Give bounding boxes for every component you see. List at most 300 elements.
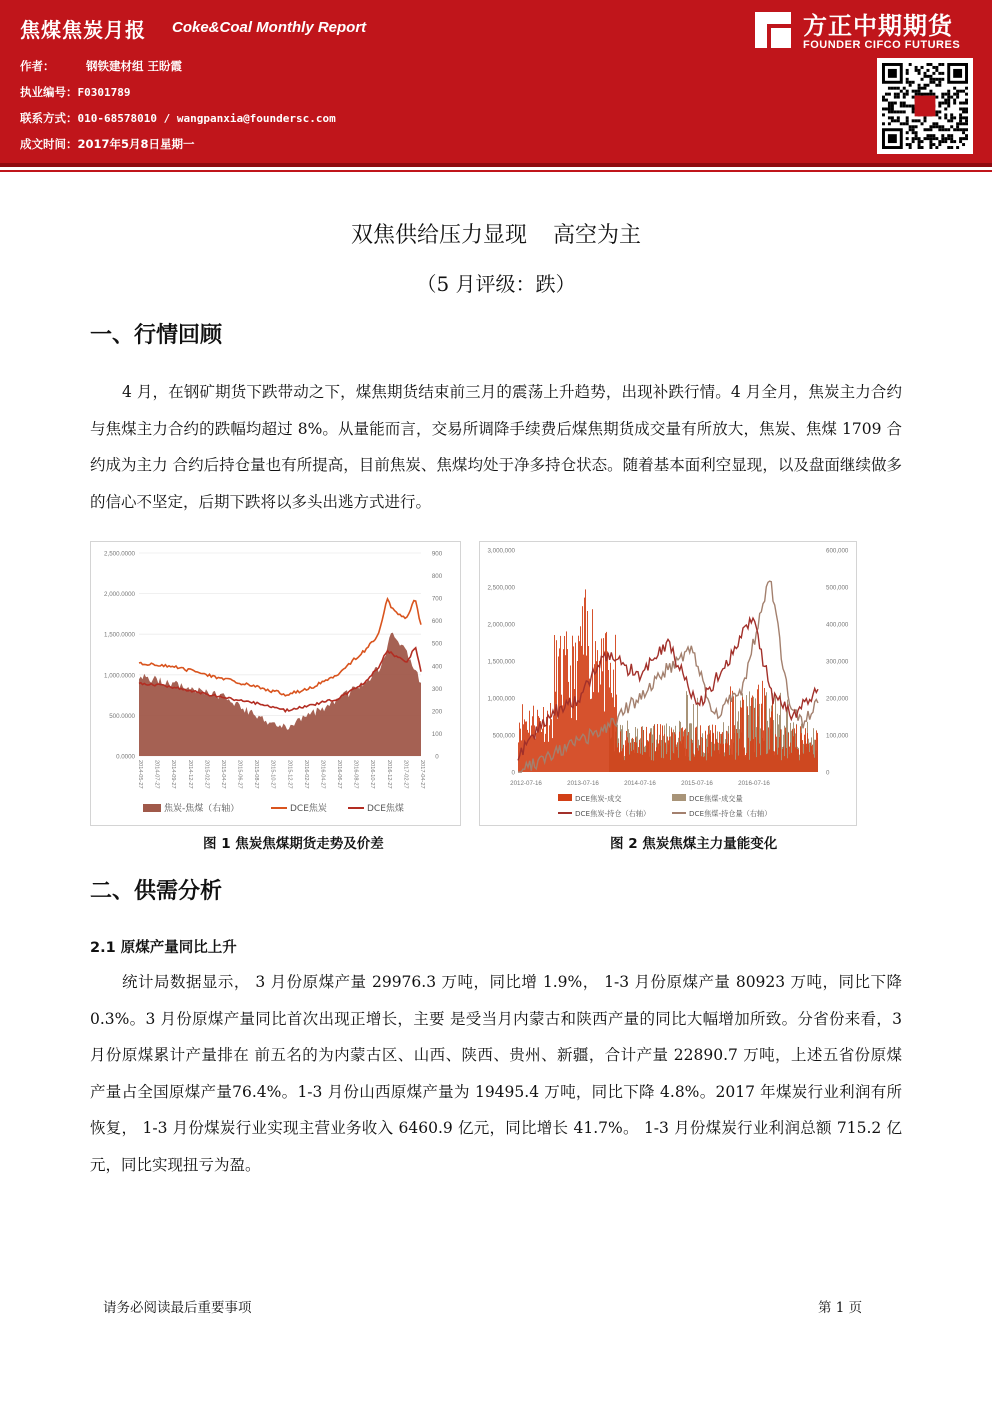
coke-volume-bar [673, 753, 674, 772]
coke-volume-bar [598, 692, 599, 772]
qr-module [953, 99, 956, 102]
x-tick-label: 2014-09-27 [170, 760, 177, 789]
y2-tick-label: 200 [431, 708, 443, 716]
y-tick-label: 0 [511, 769, 515, 777]
coke-volume-bar [521, 740, 522, 772]
coke-volume-bar [690, 761, 691, 772]
coke-volume-bar [616, 695, 617, 772]
coke-volume-bar [555, 692, 556, 772]
coke-volume-bar [640, 754, 641, 772]
contact-label: 联系方式： [20, 111, 78, 125]
legend-label: DCE焦炭-成交 [575, 794, 622, 803]
qr-module [965, 87, 968, 90]
qr-module [924, 72, 927, 75]
x-tick-label: 2016-08-27 [352, 760, 359, 789]
coke-volume-bar [627, 737, 628, 772]
qr-module [938, 125, 941, 128]
qr-module [929, 125, 932, 128]
coke-volume-bar [741, 708, 742, 772]
coke-volume-bar [545, 734, 546, 772]
qr-module [932, 81, 935, 84]
qr-module [965, 99, 968, 102]
coke-volume-bar [650, 732, 651, 772]
qr-module [915, 93, 918, 96]
qr-module [932, 143, 935, 146]
coke-volume-bar [586, 656, 587, 772]
qr-module [956, 128, 959, 131]
qr-module [941, 63, 944, 66]
coke-volume-bar [794, 728, 795, 772]
qr-module [944, 137, 947, 140]
qr-module [929, 63, 932, 66]
qr-module [903, 102, 906, 105]
coke-volume-bar [651, 760, 652, 772]
header-divider [0, 163, 992, 167]
coke-volume-bar [788, 733, 789, 772]
coke-volume-bar [624, 760, 625, 772]
qr-module [962, 143, 965, 146]
coke-volume-bar [748, 738, 749, 772]
qr-module [944, 99, 947, 102]
qr-module [915, 119, 918, 122]
coke-volume-bar [684, 730, 685, 772]
footer-notice: 请务必阅读最后重要事项 [103, 1300, 252, 1316]
license-value: F0301789 [77, 86, 131, 99]
coke-volume-bar [663, 758, 664, 772]
coke-volume-bar [737, 733, 738, 772]
qr-module [935, 122, 938, 125]
coke-volume-bar [800, 726, 801, 772]
report-title-cn: 焦煤焦炭月报 [20, 18, 146, 42]
qr-module [924, 93, 927, 96]
coke-volume-bar [677, 742, 678, 772]
coke-volume-bar [582, 606, 583, 772]
page-number: 第 1 页 [818, 1300, 863, 1316]
report-title-en: Coke&Coal Monthly Report [172, 19, 367, 36]
coke-volume-bar [686, 749, 687, 772]
qr-module [882, 99, 885, 102]
qr-module [938, 72, 941, 75]
coke-volume-bar [776, 737, 777, 772]
qr-finder [888, 134, 897, 143]
qr-module [935, 84, 938, 87]
qr-module [921, 93, 924, 96]
qr-module [918, 119, 921, 122]
coke-volume-bar [596, 661, 597, 772]
qr-module [912, 105, 915, 108]
qr-module [912, 90, 915, 93]
qr-module [906, 69, 909, 72]
coke-volume-bar [736, 729, 737, 772]
qr-module [894, 93, 897, 96]
y-tick-label: 1,500.0000 [104, 631, 135, 639]
qr-module [941, 140, 944, 143]
coke-volume-bar [729, 755, 730, 772]
x-tick-label: 2016-02-27 [302, 760, 309, 789]
qr-module [900, 110, 903, 113]
coke-volume-bar [720, 744, 721, 772]
qr-module [924, 128, 927, 131]
coke-volume-bar [609, 687, 610, 772]
qr-module [929, 128, 932, 131]
coke-volume-bar [637, 753, 638, 772]
coke-volume-bar [639, 740, 640, 772]
coke-volume-bar [657, 724, 658, 772]
author-value: 钢铁建材组 王盼霞 [86, 59, 183, 73]
qr-module [929, 93, 932, 96]
y2-tick-label: 800 [431, 573, 443, 581]
coke-volume-bar [742, 697, 743, 772]
qr-module [909, 125, 912, 128]
coke-volume-bar [659, 740, 660, 772]
coke-volume-bar [718, 750, 719, 772]
qr-module [921, 146, 924, 149]
coke-volume-bar [589, 679, 590, 772]
qr-module [938, 116, 941, 119]
coke-volume-bar [612, 697, 613, 772]
coke-volume-bar [700, 725, 701, 772]
qr-module [897, 96, 900, 99]
qr-module [950, 140, 953, 143]
qr-module [894, 102, 897, 105]
qr-module [897, 87, 900, 90]
qr-module [918, 69, 921, 72]
coke-volume-bar [571, 718, 572, 772]
qr-module [932, 134, 935, 137]
qr-module [915, 125, 918, 128]
qr-module [891, 110, 894, 113]
y-tick-label: 500.0000 [109, 712, 135, 720]
y2-tick-label: 500,000 [826, 584, 849, 592]
coke-volume-bar [628, 743, 629, 772]
qr-module [924, 116, 927, 119]
x-tick-label: 2014-05-27 [137, 760, 143, 789]
coke-volume-bar [738, 756, 739, 772]
qr-module [947, 119, 950, 122]
qr-module [888, 110, 891, 113]
coke-volume-bar [770, 717, 771, 772]
coke-volume-bar [735, 760, 736, 772]
coke-volume-bar [557, 719, 558, 773]
coke-volume-bar [766, 754, 767, 772]
coke-volume-bar [803, 754, 804, 772]
qr-module [941, 102, 944, 105]
coke-volume-bar [695, 728, 696, 772]
qr-module [915, 69, 918, 72]
y-tick-label: 2,000.0000 [104, 591, 135, 599]
qr-module [929, 81, 932, 84]
license-label: 执业编号： [20, 85, 78, 99]
report-header [0, 0, 992, 163]
coke-volume-bar [777, 755, 778, 772]
qr-module [897, 116, 900, 119]
qr-module [909, 63, 912, 66]
legend-swatch [672, 794, 686, 801]
qr-module [918, 90, 921, 93]
coke-volume-bar [796, 725, 797, 772]
coke-volume-bar [669, 737, 670, 772]
qr-module [921, 122, 924, 125]
qr-module [959, 122, 962, 125]
coke-volume-bar [622, 748, 623, 772]
qr-finder [888, 69, 897, 78]
qr-module [918, 137, 921, 140]
qr-module [906, 119, 909, 122]
x-tick-label: 2015-08-27 [253, 760, 260, 789]
coke-volume-bar [675, 734, 676, 772]
qr-module [924, 119, 927, 122]
coke-volume-bar [761, 704, 762, 772]
coke-volume-bar [719, 732, 720, 772]
coke-volume-bar [801, 733, 802, 772]
qr-module [921, 78, 924, 81]
qr-module [891, 119, 894, 122]
coke-volume-bar [789, 747, 790, 772]
coke-volume-bar [745, 755, 746, 772]
qr-module [894, 87, 897, 90]
y2-tick-label: 0 [435, 753, 439, 761]
coke-volume-bar [654, 725, 655, 772]
qr-module [918, 93, 921, 96]
coke-volume-bar [649, 733, 650, 772]
coke-volume-bar [797, 749, 798, 772]
qr-module [926, 128, 929, 131]
qr-module [918, 87, 921, 90]
coke-volume-bar [562, 705, 563, 772]
qr-module [903, 93, 906, 96]
coke-volume-bar [774, 751, 775, 772]
qr-module [947, 102, 950, 105]
qr-module [912, 131, 915, 134]
coke-volume-bar [603, 638, 604, 772]
qr-module [885, 93, 888, 96]
section-heading-review: 一、行情回顾 [90, 323, 223, 348]
coke-volume-bar [594, 664, 595, 772]
coke-volume-bar [714, 751, 715, 773]
coke-volume-bar [815, 740, 816, 772]
coke-volume-bar [806, 744, 807, 772]
coke-volume-bar [643, 730, 644, 772]
y2-tick-label: 300,000 [826, 658, 849, 666]
qr-module [956, 93, 959, 96]
coke-volume-bar [636, 743, 637, 773]
qr-module [965, 119, 968, 122]
coke-volume-bar [614, 707, 615, 772]
coke-volume-bar [676, 747, 677, 772]
coke-volume-bar [721, 734, 722, 772]
coke-volume-bar [688, 732, 689, 772]
coke-volume-bar [790, 743, 791, 772]
coke-volume-bar [648, 742, 649, 772]
y-tick-label: 3,000,000 [487, 547, 515, 555]
figure-2-chart [479, 541, 857, 826]
qr-module [903, 110, 906, 113]
coke-volume-bar [610, 663, 611, 772]
coke-volume-bar [581, 646, 582, 772]
qr-module [935, 125, 938, 128]
qr-module [938, 84, 941, 87]
qr-module [962, 131, 965, 134]
y-tick-label: 1,500,000 [487, 658, 515, 666]
x-tick-label: 2015-10-27 [269, 760, 276, 789]
coke-volume-bar [544, 742, 545, 772]
coke-volume-bar [723, 744, 724, 772]
coke-volume-bar [740, 707, 741, 772]
figure-2-caption: 图 2 焦炭焦煤主力量能变化 [610, 836, 778, 852]
coke-volume-bar [631, 751, 632, 772]
coke-volume-bar [683, 736, 684, 772]
qr-module [912, 125, 915, 128]
x-tick-label: 2015-06-27 [236, 760, 243, 789]
y-tick-label: 2,500,000 [487, 584, 515, 592]
qr-module [959, 140, 962, 143]
y-tick-label: 1,000.0000 [104, 672, 135, 680]
qr-module [906, 72, 909, 75]
y2-tick-label: 200,000 [826, 695, 849, 703]
x-tick-label: 2015-12-27 [286, 760, 293, 789]
qr-module [950, 125, 953, 128]
y-tick-label: 2,000,000 [487, 621, 515, 629]
qr-module [912, 81, 915, 84]
qr-module [950, 113, 953, 116]
coke-volume-bar [674, 732, 675, 772]
qr-module [909, 81, 912, 84]
coke-volume-bar [744, 748, 745, 773]
coke-volume-bar [697, 748, 698, 772]
coke-volume-bar [689, 761, 690, 773]
qr-module [929, 146, 932, 149]
coke-volume-bar [611, 693, 612, 772]
qr-module [959, 128, 962, 131]
coke-volume-bar [623, 745, 624, 772]
qr-module [906, 137, 909, 140]
coke-volume-bar [647, 740, 648, 772]
coke-volume-bar [633, 750, 634, 772]
coke-volume-bar [724, 756, 725, 772]
qr-module [929, 75, 932, 78]
legend-swatch-spread [143, 804, 161, 812]
coke-volume-bar [615, 635, 616, 772]
coke-volume-bar [604, 712, 605, 773]
coke-volume-bar [602, 671, 603, 772]
qr-module [935, 110, 938, 113]
coke-volume-bar [715, 725, 716, 772]
qr-module [953, 140, 956, 143]
qr-module [926, 137, 929, 140]
coke-volume-bar [762, 681, 763, 772]
coke-volume-bar [670, 760, 671, 772]
figure-1-chart [90, 541, 461, 826]
coke-volume-bar [626, 731, 627, 772]
coke-volume-bar [739, 739, 740, 773]
qr-module [941, 78, 944, 81]
legend-label-coal: DCE焦煤 [367, 804, 404, 814]
qr-module [921, 66, 924, 69]
qr-module [888, 105, 891, 108]
x-tick-label: 2016-07-16 [738, 780, 770, 787]
coke-volume-bar [813, 754, 814, 772]
qr-module [953, 116, 956, 119]
qr-module [929, 78, 932, 81]
coke-volume-bar [703, 757, 704, 772]
y2-tick-label: 400 [431, 663, 443, 671]
qr-center-logo [915, 96, 936, 117]
qr-module [894, 110, 897, 113]
qr-finder [953, 69, 962, 78]
coke-volume-bar [799, 760, 800, 772]
coke-volume-bar [778, 748, 779, 772]
qr-module [944, 113, 947, 116]
qr-module [912, 128, 915, 131]
qr-module [965, 102, 968, 105]
coke-volume-bar [552, 738, 553, 772]
coke-volume-bar [645, 752, 646, 772]
qr-module [962, 128, 965, 131]
qr-module [906, 93, 909, 96]
x-tick-label: 2015-02-27 [203, 760, 210, 789]
x-tick-label: 2015-07-16 [681, 780, 713, 787]
coke-volume-bar [541, 732, 542, 772]
qr-module [947, 99, 950, 102]
coke-volume-bar [726, 731, 727, 772]
coke-volume-bar [795, 747, 796, 772]
legend-label: DCE焦煤-持仓量（右轴） [689, 809, 772, 818]
coke-volume-bar [717, 742, 718, 772]
qr-module [891, 105, 894, 108]
coke-volume-bar [760, 755, 761, 772]
coke-volume-bar [540, 721, 541, 772]
qr-module [962, 116, 965, 119]
qr-module [965, 110, 968, 113]
coke-volume-bar [671, 729, 672, 772]
qr-module [941, 72, 944, 75]
qr-module [903, 122, 906, 125]
coke-volume-bar [570, 666, 571, 773]
y2-tick-label: 500 [431, 640, 443, 648]
coke-volume-bar [579, 641, 580, 772]
coke-volume-bar [691, 739, 692, 772]
coke-volume-bar [785, 728, 786, 772]
coke-volume-bar [772, 699, 773, 772]
legend-label: DCE焦煤-成交量 [689, 794, 743, 803]
coke-volume-bar [646, 727, 647, 772]
qr-module [888, 122, 891, 125]
qr-module [938, 63, 941, 66]
y2-tick-label: 900 [431, 550, 443, 558]
qr-module [900, 105, 903, 108]
qr-module [918, 140, 921, 143]
y-tick-label: 0.0000 [116, 753, 135, 761]
qr-module [941, 137, 944, 140]
coke-volume-bar [638, 747, 639, 772]
coke-volume-bar [549, 725, 550, 772]
qr-module [915, 134, 918, 137]
qr-module [950, 134, 953, 137]
coke-volume-bar [812, 745, 813, 772]
qr-module [947, 128, 950, 131]
qr-module [909, 146, 912, 149]
coke-volume-bar [747, 706, 748, 772]
coke-volume-bar [787, 758, 788, 772]
coke-volume-bar [617, 747, 618, 772]
founder-logo-icon [753, 10, 793, 50]
coke-volume-bar [550, 703, 551, 772]
qr-module [932, 137, 935, 140]
qr-module [918, 72, 921, 75]
qr-module [918, 146, 921, 149]
coke-volume-bar [625, 740, 626, 772]
coke-volume-bar [662, 725, 663, 772]
